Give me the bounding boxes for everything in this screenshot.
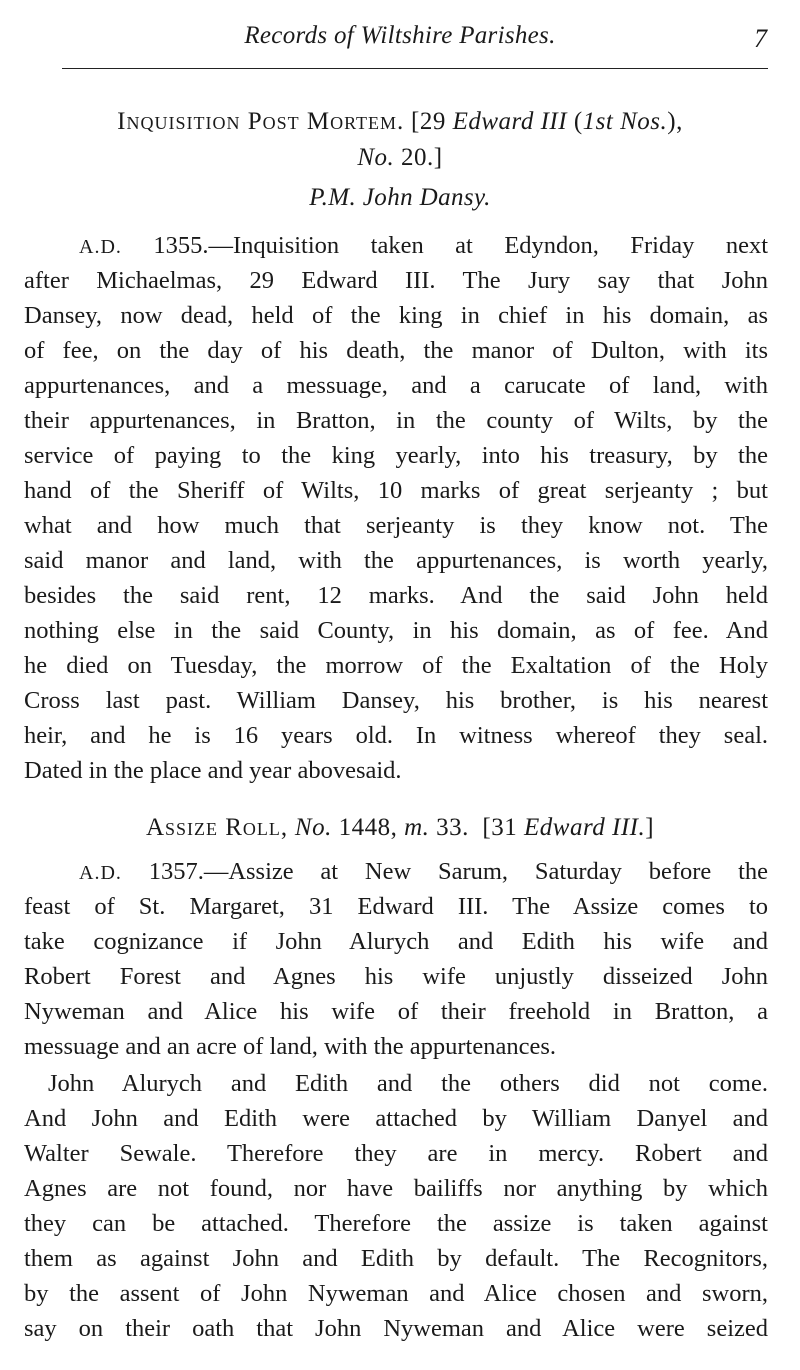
- heading-no-label: No.: [294, 814, 332, 841]
- text-line-content: 1355.—Inquisition taken at Edyndon, Friday next: [153, 232, 769, 259]
- text-line: appurtenances, and a messuage, and a carucate of land, with: [24, 372, 768, 399]
- section-heading-inquisition: [0, 104, 800, 140]
- section-heading-assize: [0, 810, 800, 846]
- text-line: nothing else in the said County, in his domain, as of fee. And: [24, 617, 768, 644]
- heading-title: Assize Roll,: [145, 814, 289, 841]
- text-line: Nyweman and Alice his wife of their freehold in Bratton, a: [24, 998, 768, 1025]
- text-line: heir, and he is 16 years old. In witness whereof they seal.: [24, 722, 768, 749]
- text-line: them as against John and Edith by default. The Recognitors,: [24, 1245, 768, 1272]
- text-line: by the assent of John Nyweman and Alice chosen and sworn,: [24, 1280, 768, 1307]
- ad-label: A.D.: [79, 236, 122, 258]
- text-line: hand of the Sheriff of Wilts, 10 marks of great serjeanty ; but: [24, 477, 768, 504]
- text-line: said manor and land, with the appurtenances, is worth yearly,: [24, 547, 768, 574]
- text-line: they can be attached. Therefore the assize is taken against: [24, 1210, 768, 1237]
- text-line: Agnes are not found, nor have bailiffs nor anything by which: [24, 1175, 768, 1202]
- heading-title: Inquisition Post Mortem.: [117, 108, 405, 135]
- text-line: he died on Tuesday, the morrow of the Exaltation of the Holy: [24, 652, 768, 679]
- text-line: And John and Edith were attached by William Danyel and: [24, 1105, 768, 1132]
- paragraph-assize: [24, 854, 768, 1064]
- running-title: Records of Wiltshire Parishes.: [244, 22, 556, 49]
- heading-ref-reign: Edward III: [452, 108, 568, 135]
- text-line: John Alurych and Edith and the others did not come.: [48, 1070, 768, 1097]
- text-line: service of paying to the king yearly, into his treasury, by the: [24, 442, 768, 469]
- heading-ref-series: 1st Nos.: [582, 108, 668, 135]
- text-line: Walter Sewale. Therefore they are in mercy. Robert and: [24, 1140, 768, 1167]
- heading-no-label: No.: [357, 144, 395, 171]
- text-line: besides the said rent, 12 marks. And the said John held: [24, 582, 768, 609]
- text-line: messuage and an acre of land, with the appurtenances.: [24, 1033, 556, 1060]
- heading-no-value: 1448,: [331, 814, 405, 841]
- text-line: their appurtenances, in Bratton, in the county of Wilts, by the: [24, 407, 768, 434]
- section-heading-inquisition-line2: [0, 140, 800, 176]
- heading-membrane-value: 33. [31: [429, 814, 524, 841]
- text-line: Cross last past. William Dansey, his brother, is his nearest: [24, 687, 768, 714]
- heading-ref-paren: (: [567, 108, 583, 135]
- ad-label: A.D.: [79, 862, 122, 884]
- heading-ref-close: ),: [667, 108, 683, 135]
- header-rule: [62, 68, 768, 69]
- text-line: Robert Forest and Agnes his wife unjustly disseized John: [24, 963, 768, 990]
- heading-no-value: 20.]: [394, 144, 443, 171]
- text-line: say on their oath that John Nyweman and Alice were seized: [24, 1315, 768, 1342]
- text-line: feast of St. Margaret, 31 Edward III. The Assize comes to: [24, 893, 768, 920]
- text-line: take cognizance if John Alurych and Edith his wife and: [24, 928, 768, 955]
- text-line: Dansey, now dead, held of the king in chief in his domain, as: [24, 302, 768, 329]
- text-line: of fee, on the day of his death, the manor of Dulton, with its: [24, 337, 768, 364]
- paragraph-inquisition: [24, 228, 768, 788]
- heading-membrane-label: m.: [404, 814, 430, 841]
- subheading-pm: P.M. John Dansy.: [309, 184, 491, 211]
- text-line: [24, 854, 768, 889]
- paragraph-assize-continued: [24, 1066, 768, 1346]
- text-line: after Michaelmas, 29 Edward III. The Jury say that John: [24, 267, 768, 294]
- page-number: 7: [754, 24, 767, 53]
- text-line: Dated in the place and year abovesaid.: [24, 757, 402, 784]
- heading-ref-reign: Edward III.: [524, 814, 646, 841]
- text-line: what and how much that serjeanty is they know not. The: [24, 512, 768, 539]
- text-line: [24, 228, 768, 263]
- running-header: [0, 22, 800, 58]
- heading-ref-open: [29: [411, 108, 453, 135]
- heading-ref-close: ]: [645, 814, 655, 841]
- text-line-content: 1357.—Assize at New Sarum, Saturday before the: [148, 858, 769, 885]
